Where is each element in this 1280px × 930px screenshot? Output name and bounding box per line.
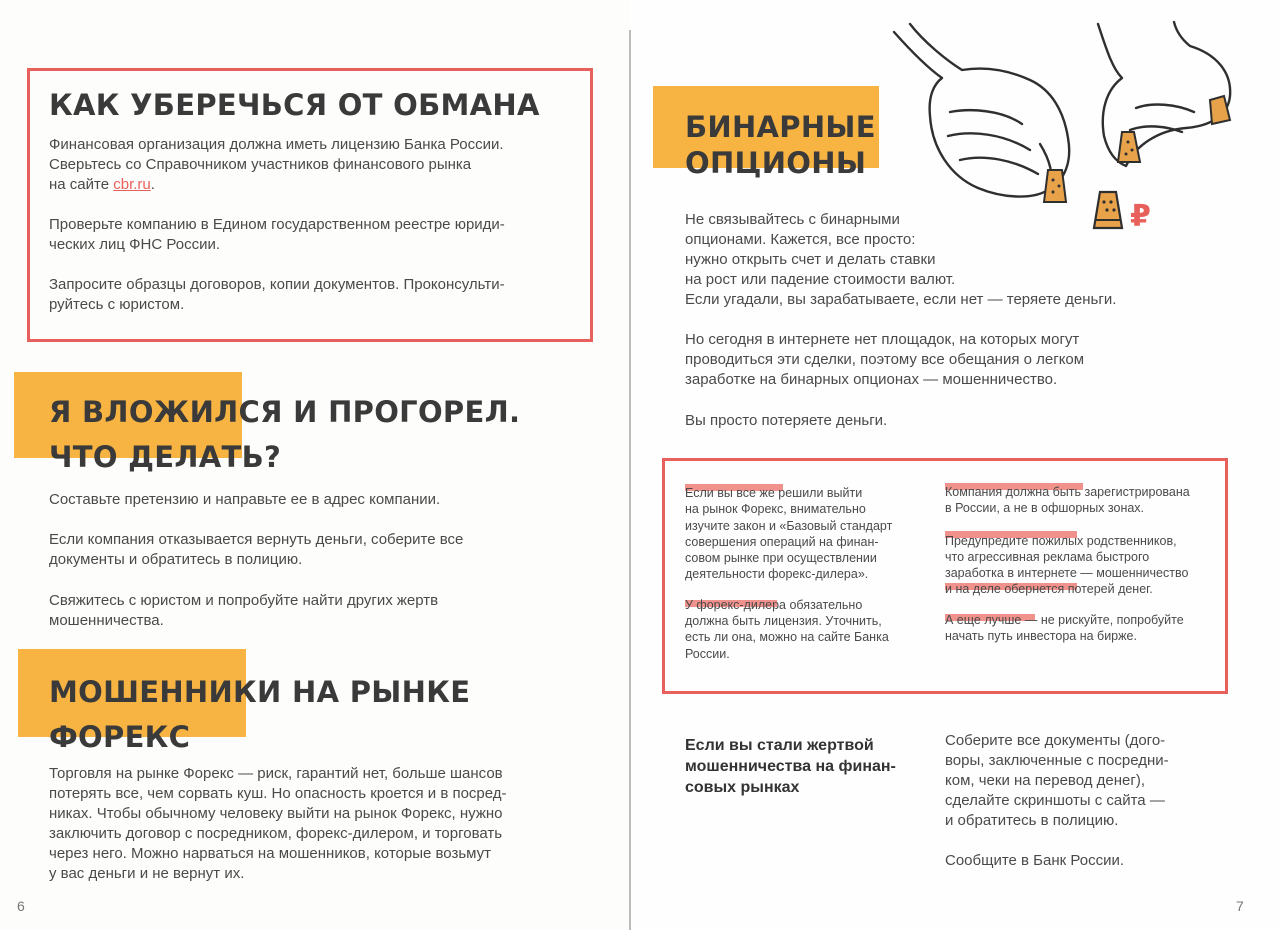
forex-fraud-title-line1: МОШЕННИКИ НА РЫНКЕ	[49, 675, 471, 709]
text-line: сделайте скриншоты с сайта —	[945, 792, 1165, 809]
text-line: нужно открыть счет и делать ставки	[685, 251, 936, 268]
thimble-icon	[1210, 96, 1230, 124]
study-law-paragraph	[685, 485, 930, 583]
ruble-sign-icon: ₽	[1130, 199, 1151, 234]
text-line: ческих лиц ФНС России.	[49, 236, 221, 253]
text-line: Запросите образцы договоров, копии документов. Проконсульти-	[49, 276, 505, 293]
book-spine	[629, 30, 631, 930]
text-line: документы и обратитесь в полицию.	[49, 551, 303, 568]
text-line: Свяжитесь с юристом и попробуйте найти других жертв	[49, 592, 439, 609]
text-line: Но сегодня в интернете нет площадок, на которых могут	[685, 331, 1080, 348]
text-line: Предупредите пожилых родственников,	[945, 533, 1177, 548]
text-line: Финансовая организация должна иметь лицензию Банка России.	[49, 136, 504, 153]
text-line: заключить договор с посредником, форекс-дилером, и торговать	[49, 825, 503, 842]
invested-and-lost-title-line2: ЧТО ДЕЛАТЬ?	[49, 440, 282, 474]
text-line: России.	[685, 646, 730, 661]
victim-instructions-paragraph	[945, 731, 1235, 831]
forex-fraud-title-line2: ФОРЕКС	[49, 720, 191, 754]
text-line: Если вы стали жертвой	[685, 737, 874, 754]
registry-paragraph	[49, 215, 589, 255]
right-hand-finger	[1136, 105, 1194, 112]
text-line: ком, чеки на перевод денег),	[945, 772, 1146, 789]
forex-tips-right-column	[945, 484, 1220, 658]
text-line: начать путь инвестора на бирже.	[945, 629, 1137, 644]
cbr-link[interactable]: cbr.ru	[113, 176, 151, 193]
warn-relatives-paragraph	[945, 533, 1220, 598]
text-line: должна быть лицензия. Уточнить,	[685, 614, 882, 629]
no-platforms-paragraph	[685, 330, 1255, 390]
forex-tips-left-column	[685, 485, 930, 676]
binary-options-paragraph	[685, 210, 1255, 310]
text-line: мошенничества на финан-	[685, 758, 896, 775]
right-hand-finger	[1130, 126, 1182, 132]
text-line: Проверьте компанию в Едином государственном реестре юриди-	[49, 216, 505, 233]
text-line: Торговля на рынке Форекс — риск, гарантий нет, больше шансов	[49, 765, 503, 782]
text-fragment: на сайте	[49, 176, 114, 193]
police-paragraph	[49, 530, 609, 570]
text-line: совом рынке при осуществлении	[685, 551, 877, 566]
text-line: у вас деньги и не вернут их.	[49, 865, 245, 882]
text-line: Компания должна быть зарегистрирована	[945, 485, 1190, 499]
license-paragraph	[49, 135, 589, 195]
text-line: У форекс-дилера обязательно	[685, 597, 863, 612]
text-fragment: .	[150, 176, 155, 193]
text-line: и обратитесь в полицию.	[945, 812, 1119, 829]
text-line: руйтесь с юристом.	[49, 296, 185, 313]
forex-paragraph	[49, 764, 619, 884]
text-line: деятельности форекс-дилера».	[685, 567, 869, 582]
page-number-left: 6	[17, 898, 25, 914]
text-line: Если вы все же решили выйти	[685, 486, 863, 500]
hands-with-thimbles-illustration	[890, 20, 1250, 240]
text-line: Соберите все документы (дого-	[945, 732, 1166, 749]
text-line: что агрессивная реклама быстрого	[945, 549, 1150, 564]
binary-options-title-line1: БИНАРНЫЕ	[685, 110, 876, 144]
text-line: потерять все, чем сорвать куш. Но опасность кроется и в посред-	[49, 785, 507, 802]
thimble-icon	[1044, 170, 1066, 202]
page-number-right: 7	[1236, 898, 1244, 914]
text-line: заработка в интернете — мошенничество	[945, 566, 1189, 581]
claim-paragraph: Составьте претензию и направьте ее в адрес компании.	[49, 491, 441, 508]
text-line	[49, 175, 589, 195]
lawyer-paragraph	[49, 591, 609, 631]
thimble-icon	[1118, 132, 1140, 162]
text-line: Не связывайтесь с бинарными	[685, 211, 900, 228]
text-line: опционами. Кажется, все просто:	[685, 231, 916, 248]
text-line: изучите закон и «Базовый стандарт	[685, 518, 893, 533]
license-required-paragraph	[685, 597, 930, 662]
text-line: мошенничества.	[49, 612, 164, 629]
victim-heading	[685, 735, 925, 798]
lose-money-paragraph: Вы просто потеряете деньги.	[685, 412, 888, 429]
report-to-bank-paragraph: Сообщите в Банк России.	[945, 852, 1124, 869]
text-line: Если компания отказывается вернуть деньги, соберите все	[49, 531, 464, 548]
text-line: есть ли она, можно на сайте Банка	[685, 630, 889, 645]
text-line: совых рынках	[685, 779, 800, 796]
text-line: через него. Можно нарваться на мошенников, которые возьмут	[49, 845, 492, 862]
left-hand-finger	[960, 158, 1038, 174]
text-line: воры, заключенные с посредни-	[945, 752, 1169, 769]
text-line: А еще лучше — не рискуйте, попробуйте	[945, 612, 1184, 627]
documents-paragraph	[49, 275, 589, 315]
text-line: Сверьтесь со Справочником участников финансового рынка	[49, 156, 472, 173]
invested-and-lost-title-line1: Я ВЛОЖИЛСЯ И ПРОГОРЕЛ.	[49, 395, 521, 429]
text-line: проводиться эти сделки, поэтому все обещания о легком	[685, 351, 1085, 368]
text-line: на рост или падение стоимости валют.	[685, 271, 956, 288]
text-line: никах. Чтобы обычному человеку выйти на рынок Форекс, нужно	[49, 805, 503, 822]
text-line: Если угадали, вы зарабатываете, если нет — теряете деньги.	[685, 291, 1117, 308]
text-line: в России, а не в офшорных зонах.	[945, 501, 1145, 516]
dont-risk-paragraph	[945, 612, 1220, 645]
registered-in-russia-paragraph	[945, 484, 1220, 517]
left-hand-finger	[950, 110, 1022, 124]
left-hand-finger	[948, 133, 1030, 150]
text-line: совершения операций на финан-	[685, 534, 879, 549]
text-line: на рынок Форекс, внимательно	[685, 502, 866, 517]
text-line: заработке на бинарных опционах — мошенничество.	[685, 371, 1058, 388]
how-to-avoid-fraud-title: КАК УБЕРЕЧЬСЯ ОТ ОБМАНА	[49, 88, 540, 122]
binary-options-title-line2: ОПЦИОНЫ	[685, 146, 867, 180]
right-hand-outline	[1098, 22, 1230, 166]
text-line: и на деле обернется потерей денег.	[945, 582, 1153, 597]
